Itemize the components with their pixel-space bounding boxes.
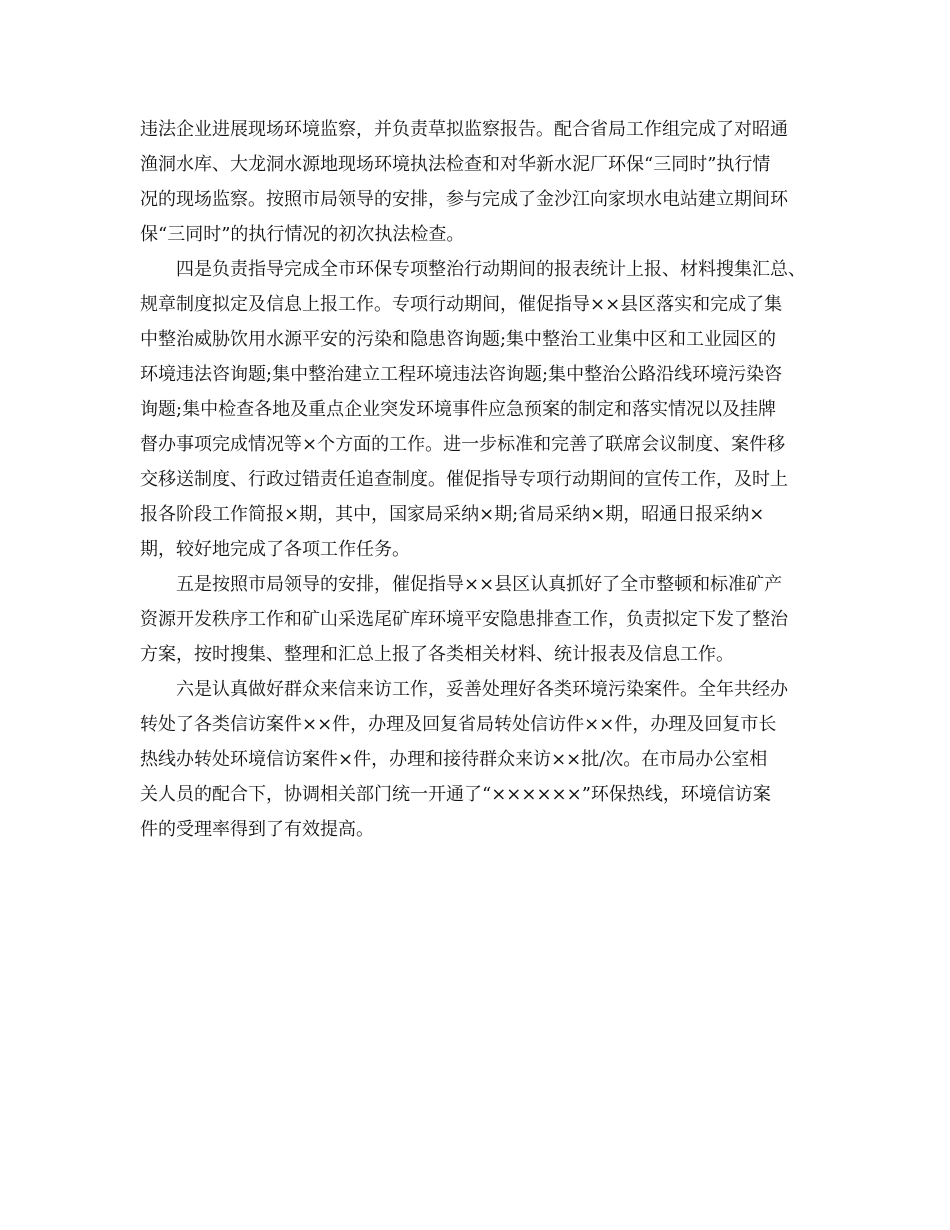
text-line: 违法企业进展现场环境监察，并负责草拟监察报告。配合省局工作组完成了对昭通 (140, 119, 788, 140)
text-line: 件的受理率得到了有效提高。 (140, 819, 374, 840)
text-line: 况的现场监察。按照市局领导的安排，参与完成了金沙江向家坝水电站建立期间环 (140, 189, 788, 210)
paragraph-3 (140, 567, 820, 672)
text-line: 五是按照市局领导的安排，催促指导××县区认真抓好了全市整顿和标准矿产 (176, 574, 783, 595)
text-line: 方案，按时搜集、整理和汇总上报了各类相关材料、统计报表及信息工作。 (140, 644, 734, 665)
text-line: 环境违法咨询题;集中整治建立工程环境违法咨询题;集中整治公路沿线环境污染咨 (140, 364, 783, 385)
text-line: 热线办转处环境信访案件×件，办理和接待群众来访××批/次。在市局办公室相 (140, 749, 768, 770)
text-line: 中整治威胁饮用水源平安的污染和隐患咨询题;集中整治工业集中区和工业园区的 (140, 329, 777, 350)
text-line: 保“三同时”的执行情况的初次执法检查。 (140, 224, 465, 245)
text-line: 督办事项完成情况等×个方面的工作。进一步标准和完善了联席会议制度、案件移 (140, 434, 786, 455)
paragraph-1 (140, 112, 820, 252)
text-line: 询题;集中检查各地及重点企业突发环境事件应急预案的制定和落实情况以及挂牌 (140, 399, 777, 420)
text-line: 转处了各类信访案件××件，办理及回复省局转处信访件××件，办理及回复市长 (140, 714, 777, 735)
text-line: 资源开发秩序工作和矿山采选尾矿库环境平安隐患排查工作，负责拟定下发了整治 (140, 609, 788, 630)
paragraph-2 (140, 252, 820, 567)
text-line: 规章制度拟定及信息上报工作。专项行动期间，催促指导××县区落实和完成了集 (140, 294, 783, 315)
text-line: 渔洞水库、大龙洞水源地现场环境执法检查和对华新水泥厂环保“三同时”执行情 (140, 154, 771, 175)
text-line: 交移送制度、行政过错责任追查制度。催促指导专项行动期间的宣传工作，及时上 (140, 469, 788, 490)
text-line: 四是负责指导完成全市环保专项整治行动期间的报表统计上报、材料搜集汇总、 (176, 259, 806, 280)
document-body (140, 112, 820, 847)
text-line: 关人员的配合下，协调相关部门统一开通了“××××××”环保热线，环境信访案 (140, 784, 771, 805)
text-line: 报各阶段工作简报×期，其中，国家局采纳×期;省局采纳×期，昭通日报采纳× (140, 504, 765, 525)
paragraph-4 (140, 672, 820, 847)
text-line: 六是认真做好群众来信来访工作，妥善处理好各类环境污染案件。全年共经办 (176, 679, 788, 700)
text-line: 期，较好地完成了各项工作任务。 (140, 539, 410, 560)
